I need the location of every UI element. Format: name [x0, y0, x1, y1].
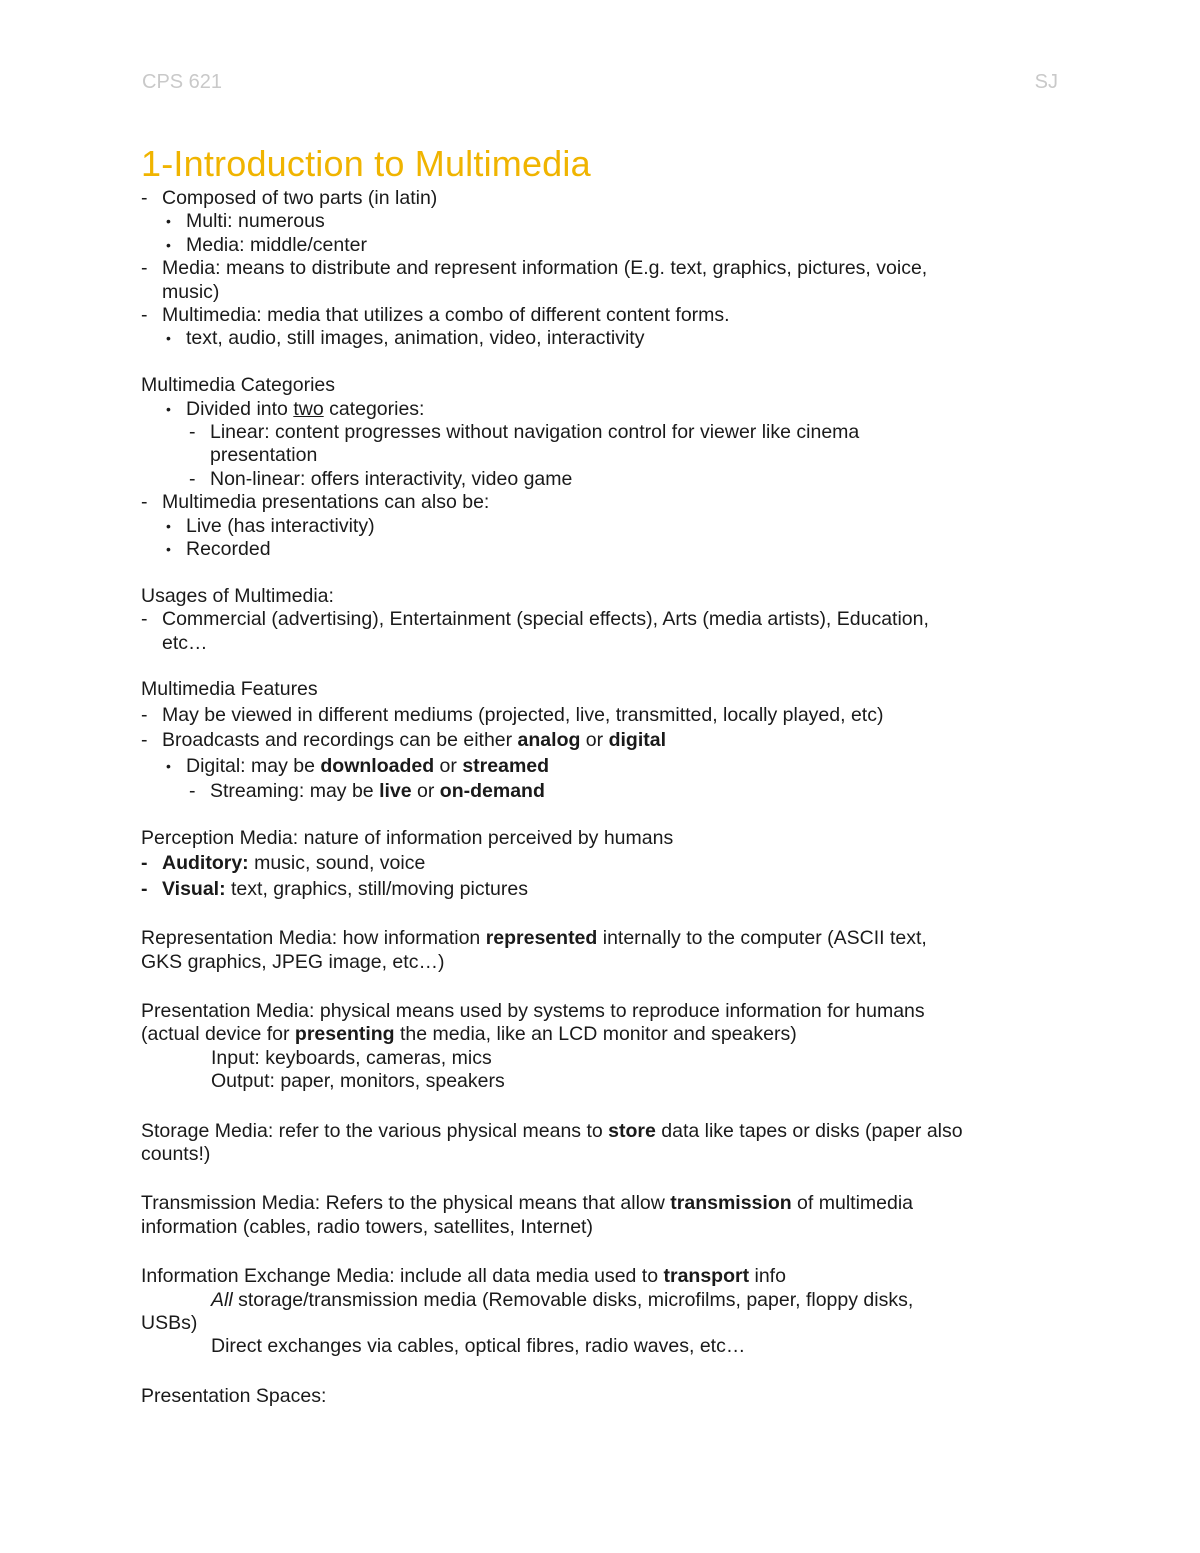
list-item: - Non-linear: offers interactivity, video game — [189, 467, 573, 490]
bullet-icon: • — [166, 400, 171, 417]
list-item: - Composed of two parts (in latin) — [141, 187, 438, 209]
indented-line: Output: paper, monitors, speakers — [211, 1070, 505, 1093]
list-item: - Auditory: music, sound, voice — [141, 852, 426, 875]
section-heading-usages: Usages of Multimedia: — [141, 584, 334, 607]
section-heading-perception: Perception Media: nature of information perceived by humans — [141, 826, 674, 849]
paragraph-transmission: Transmission Media: Refers to the physical means that allow transmission of multimedia — [141, 1192, 914, 1215]
header-initials: SJ — [1034, 71, 1058, 93]
paragraph-continuation: information (cables, radio towers, satellites, Internet) — [141, 1215, 593, 1238]
list-item: • Digital: may be downloaded or streamed — [166, 754, 550, 777]
paragraph-storage: Storage Media: refer to the various physical means to store data like tapes or disks (paper also — [141, 1119, 963, 1142]
list-item: - Streaming: may be live or on-demand — [189, 780, 545, 803]
bullet-icon: • — [166, 213, 171, 230]
dash-marker: - — [141, 852, 148, 875]
list-item: - Visual: text, graphics, still/moving pictures — [141, 877, 528, 900]
dash-marker: - — [141, 703, 148, 726]
indented-line: All storage/transmission media (Removable disks, microfilms, paper, floppy disks, — [211, 1288, 914, 1311]
dash-marker: - — [189, 421, 196, 444]
list-item: - May be viewed in different mediums (projected, live, transmitted, locally played, etc) — [141, 703, 884, 726]
paragraph-representation: Representation Media: how information represented internally to the computer (ASCII text, — [141, 927, 927, 950]
paragraph-exchange: Information Exchange Media: include all data media used to transport info — [141, 1265, 786, 1288]
dash-marker: - — [189, 780, 196, 803]
page-title: 1-Introduction to Multimedia — [141, 143, 591, 184]
list-item: - Commercial (advertising), Entertainment (special effects), Arts (media artists), Education, — [141, 608, 929, 631]
list-item: • text, audio, still images, animation, video, interactivity — [166, 327, 645, 350]
dash-marker: - — [141, 877, 148, 900]
dash-marker: - — [141, 729, 148, 752]
list-item: • Live (has interactivity) — [166, 514, 375, 537]
dash-marker: - — [141, 187, 148, 209]
list-item-continuation: presentation — [210, 444, 318, 467]
list-item: • Multi: numerous — [166, 210, 325, 233]
list-item: • Media: middle/center — [166, 233, 368, 256]
bullet-icon: • — [166, 517, 171, 534]
dash-marker: - — [141, 608, 148, 631]
bullet-icon: • — [166, 330, 171, 347]
list-item: - Multimedia presentations can also be: — [141, 491, 490, 514]
list-item: - Broadcasts and recordings can be either analog or digital — [141, 729, 666, 752]
paragraph-continuation: counts!) — [141, 1142, 211, 1165]
document-body — [141, 187, 1071, 1408]
dash-marker: - — [141, 491, 148, 514]
header-course: CPS 621 — [142, 71, 223, 93]
paragraph-continuation: USBs) — [141, 1312, 198, 1334]
list-item-continuation: etc… — [162, 631, 208, 654]
list-item-continuation: music) — [162, 280, 220, 303]
paragraph-continuation: (actual device for presenting the media, like an LCD monitor and speakers) — [141, 1023, 797, 1046]
section-heading-spaces: Presentation Spaces: — [141, 1384, 327, 1407]
list-item: • Recorded — [166, 538, 271, 561]
list-item: • Divided into two categories: — [166, 397, 425, 420]
bullet-icon: • — [166, 541, 171, 558]
list-item: - Media: means to distribute and represent information (E.g. text, graphics, pictures, voice, — [141, 257, 928, 280]
section-heading-features: Multimedia Features — [141, 678, 318, 701]
bullet-icon: • — [166, 236, 171, 253]
list-item: - Linear: content progresses without navigation control for viewer like cinema — [189, 421, 860, 444]
dash-marker: - — [141, 304, 148, 327]
indented-line: Input: keyboards, cameras, mics — [211, 1046, 492, 1069]
paragraph-presentation: Presentation Media: physical means used by systems to reproduce information for humans — [141, 999, 925, 1022]
bullet-icon: • — [166, 757, 171, 774]
indented-line: Direct exchanges via cables, optical fibres, radio waves, etc… — [211, 1335, 746, 1358]
dash-marker: - — [189, 467, 196, 490]
list-item: - Multimedia: media that utilizes a combo of different content forms. — [141, 304, 730, 327]
dash-marker: - — [141, 257, 148, 280]
paragraph-continuation: GKS graphics, JPEG image, etc…) — [141, 950, 445, 973]
section-heading-categories: Multimedia Categories — [141, 374, 336, 397]
